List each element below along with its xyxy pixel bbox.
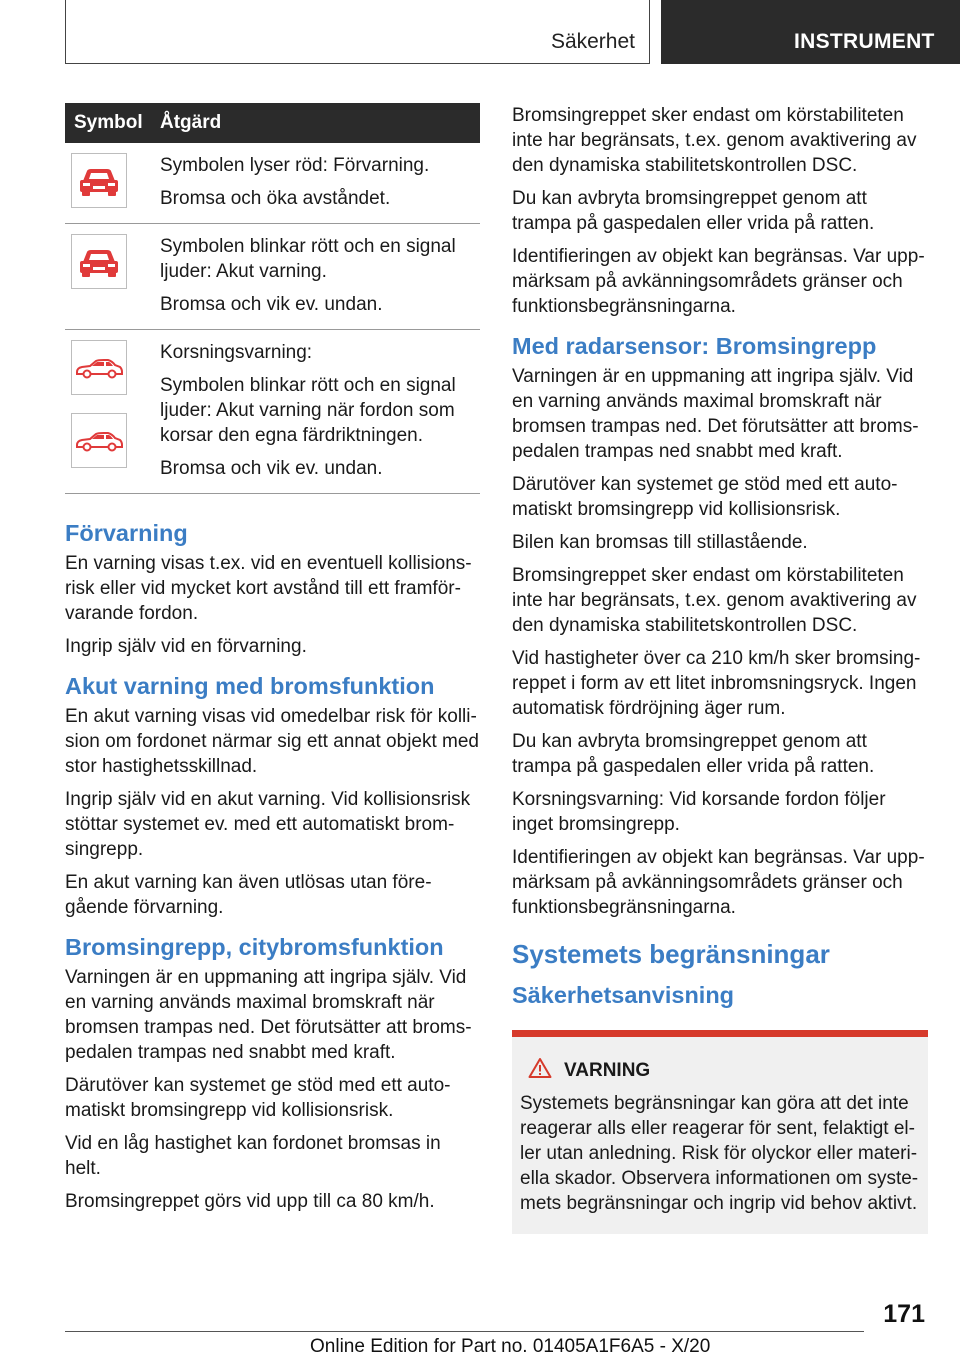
paragraph: Bromsingreppet görs vid upp till ca 80 km/h. bbox=[65, 1191, 435, 1212]
warning-header bbox=[520, 1057, 920, 1085]
paragraph: Du kan avbryta bromsingreppet genom att trampa på gaspedalen eller vrida på ratten. bbox=[512, 188, 875, 234]
table-cell-text: Symbolen blinkar rött och en signal ljuder: Akut varning när fordon som korsar den egna färdriktningen. bbox=[160, 375, 456, 446]
left-column bbox=[65, 103, 480, 1222]
paragraph: Ingrip själv vid en förvarning. bbox=[65, 636, 307, 657]
car-front-red-icon bbox=[71, 153, 127, 208]
table-cell-text: Symbolen lyser röd: Förvarning. bbox=[160, 155, 430, 176]
header-frame bbox=[65, 0, 650, 64]
warning-box bbox=[512, 1030, 928, 1234]
warning-title: VARNING bbox=[564, 1060, 651, 1081]
car-side-red-icon bbox=[71, 413, 127, 468]
table-cell-text: Bromsa och öka avståndet. bbox=[160, 188, 391, 209]
footer-divider bbox=[65, 1331, 864, 1332]
paragraph: Varningen är en uppmaning att ingripa själv. Vid en varning används maximal bromskraft när bromsen trampas ned. Det förutsätter att bromspedalen trampas ned snabbt med kraft. bbox=[65, 967, 472, 1063]
table-cell-text: Symbolen blinkar rött och en signal ljuder: Akut varning. bbox=[160, 236, 456, 282]
table-cell-text: Bromsa och vik ev. undan. bbox=[160, 458, 383, 479]
table-row bbox=[65, 143, 480, 224]
car-side-red-icon bbox=[71, 340, 127, 395]
heading-radarsensor: Med radarsensor: Bromsingrepp bbox=[512, 333, 877, 359]
paragraph: Bilen kan bromsas till stillastående. bbox=[512, 532, 808, 553]
table-cell-text: Korsningsvarning: bbox=[160, 342, 313, 363]
heading-sakerhetsanvisning: Säkerhetsanvisning bbox=[512, 982, 735, 1008]
paragraph: Därutöver kan systemet ge stöd med ett automatiskt bromsingrepp vid kollisionsrisk. bbox=[65, 1075, 451, 1121]
heading-citybromsfunktion: Bromsingrepp, citybromsfunktion bbox=[65, 934, 444, 960]
paragraph: Identifieringen av objekt kan begränsas. Var uppmärksam på avkänningsområdets gränser och funktionsbegränsningarna. bbox=[512, 847, 925, 918]
header-section-title: Säkerhet bbox=[550, 30, 635, 53]
right-column bbox=[512, 103, 928, 1234]
header-chapter-tab: INSTRUMENT bbox=[661, 0, 960, 64]
table-row bbox=[65, 224, 480, 330]
symbol-table bbox=[65, 103, 480, 494]
paragraph: Vid hastigheter över ca 210 km/h sker bromsingreppet i form av ett litet inbromsningsryck. Ingen automatisk fördröjning äger rum. bbox=[512, 648, 921, 719]
car-front-red-icon bbox=[71, 234, 127, 289]
paragraph: Korsningsvarning: Vid korsande fordon följer inget bromsingrepp. bbox=[512, 789, 886, 835]
table-cell-text: Bromsa och vik ev. undan. bbox=[160, 294, 383, 315]
heading-forvarning: Förvarning bbox=[65, 520, 188, 546]
paragraph: Därutöver kan systemet ge stöd med ett automatiskt bromsingrepp vid kollisionsrisk. bbox=[512, 474, 898, 520]
footer-edition: Online Edition for Part no. 01405A1F6A5 - X/20 bbox=[310, 1336, 711, 1357]
table-header-symbol: Symbol bbox=[65, 103, 153, 143]
paragraph: Vid en låg hastighet kan fordonet bromsas in helt. bbox=[65, 1133, 441, 1179]
paragraph: Bromsingreppet sker endast om körstabiliteten inte har begränsats, t.ex. genom avaktivering av den dynamiska stabilitetskontrollen DSC. bbox=[512, 105, 917, 176]
warning-text: Systemets begränsningar kan göra att det inte reagerar alls eller reagerar för sent, felaktigt eller utan anledning. Risk för olyckor eller materiella skador. Observera informationen om systemets begränsningar och ingrip vid behov aktivt. bbox=[520, 1093, 919, 1214]
paragraph: Identifieringen av objekt kan begränsas. Var uppmärksam på avkänningsområdets gränser och funktionsbegränsningarna. bbox=[512, 246, 925, 317]
paragraph: Varningen är en uppmaning att ingripa själv. Vid en varning används maximal bromskraft när bromsen trampas ned. Det förutsätter att bromspedalen trampas ned snabbt med kraft. bbox=[512, 366, 919, 462]
warning-triangle-icon bbox=[528, 1057, 564, 1085]
paragraph: Du kan avbryta bromsingreppet genom att trampa på gaspedalen eller vrida på ratten. bbox=[512, 731, 875, 777]
heading-systemets-begransningar: Systemets begränsningar bbox=[512, 939, 830, 969]
paragraph: En akut varning kan även utlösas utan föregående förvarning. bbox=[65, 872, 432, 918]
paragraph: En varning visas t.ex. vid en eventuell kollisionsrisk eller vid mycket kort avstånd till ett framförvarande fordon. bbox=[65, 553, 472, 624]
paragraph: Bromsingreppet sker endast om körstabiliteten inte har begränsats, t.ex. genom avaktivering av den dynamiska stabilitetskontrollen DSC. bbox=[512, 565, 917, 636]
page-number: 171 bbox=[883, 1300, 925, 1328]
table-header-action: Åtgärd bbox=[153, 103, 480, 143]
paragraph: Ingrip själv vid en akut varning. Vid kollisionsrisk stöttar systemet ev. med ett automatiskt bromsingrepp. bbox=[65, 789, 471, 860]
heading-akut-varning: Akut varning med bromsfunktion bbox=[65, 673, 435, 699]
page-header bbox=[0, 0, 960, 66]
table-row bbox=[65, 330, 480, 494]
paragraph: En akut varning visas vid omedelbar risk för kollision om fordonet närmar sig ett annat objekt med stor hastighetsskillnad. bbox=[65, 706, 480, 777]
